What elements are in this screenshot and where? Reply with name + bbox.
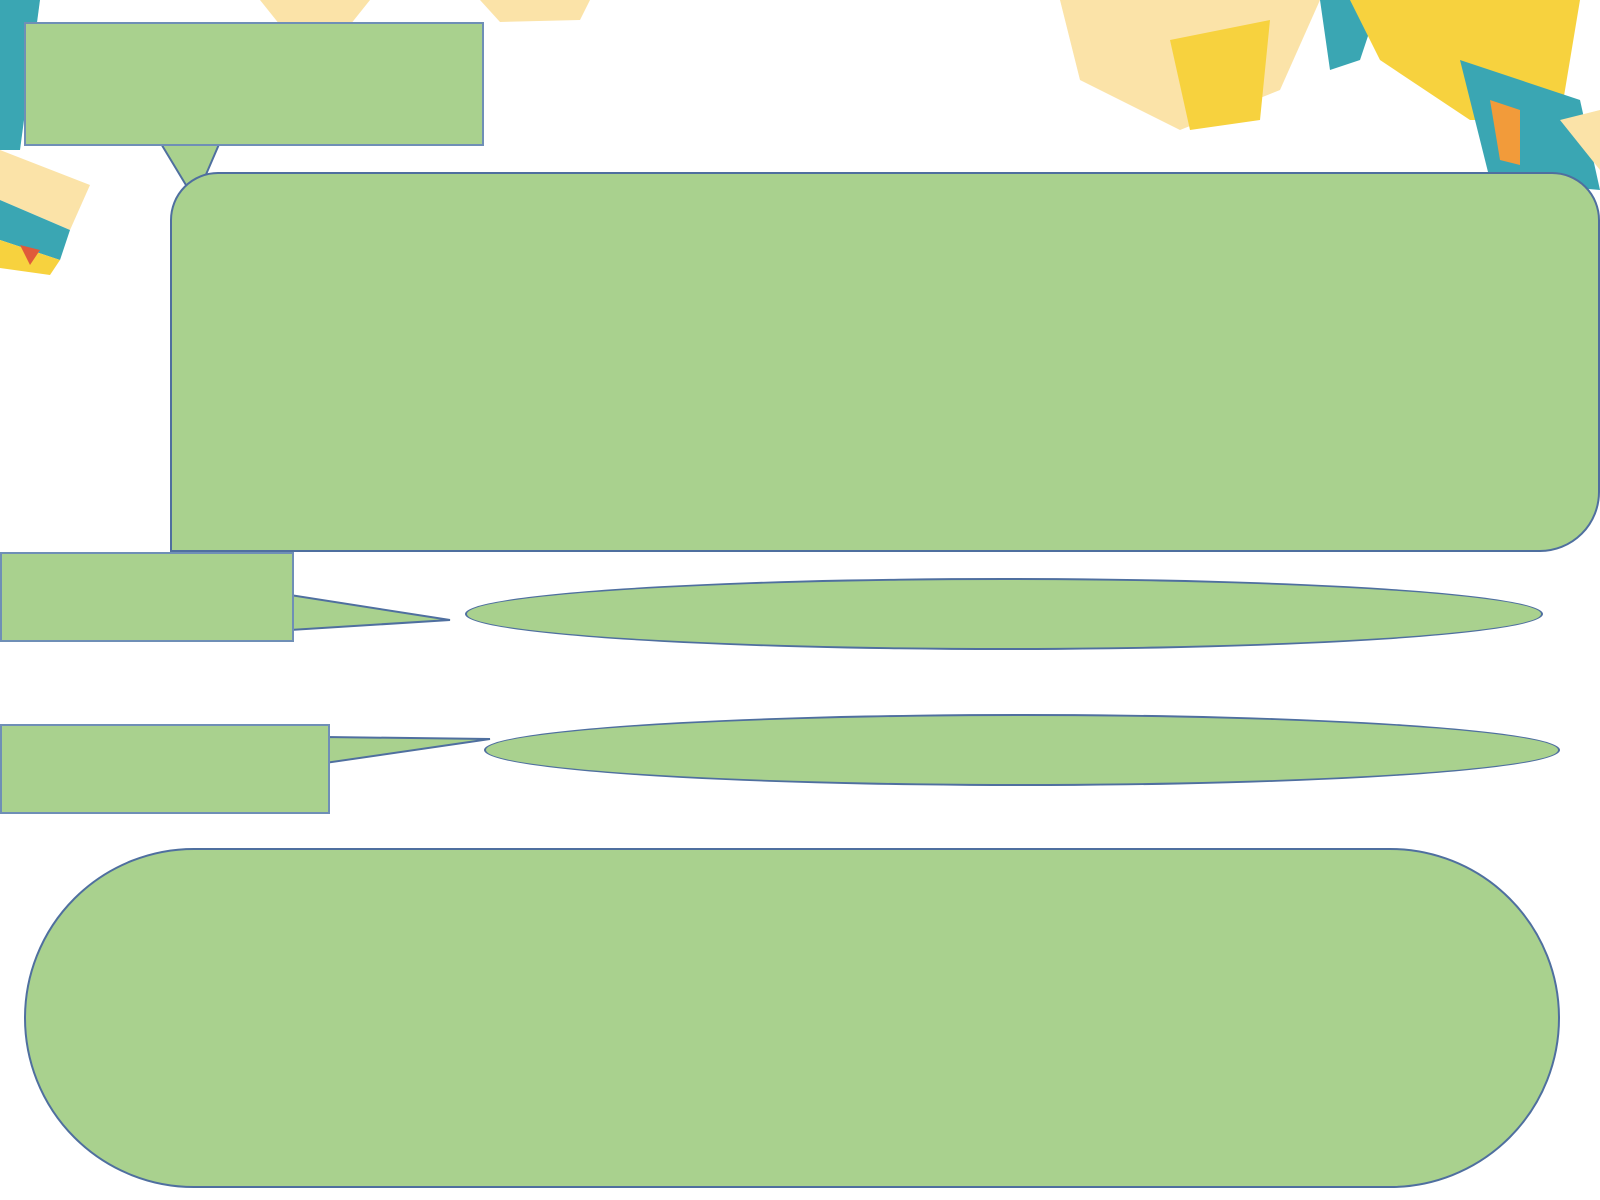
speaker-label-qumri — [0, 552, 294, 642]
dialogue-bubble-bottom — [24, 848, 1560, 1188]
decorative-books-right — [1020, 0, 1600, 190]
speaker-tail-qumri — [290, 590, 460, 640]
speaker-label-qochqor-top — [24, 22, 484, 146]
speech-bubble-top — [170, 172, 1600, 552]
speech-bubble-qumri — [465, 578, 1543, 650]
speaker-label-qochqor — [0, 724, 330, 814]
speaker-tail-qochqor — [325, 735, 495, 765]
speech-bubble-qochqor — [484, 714, 1560, 786]
